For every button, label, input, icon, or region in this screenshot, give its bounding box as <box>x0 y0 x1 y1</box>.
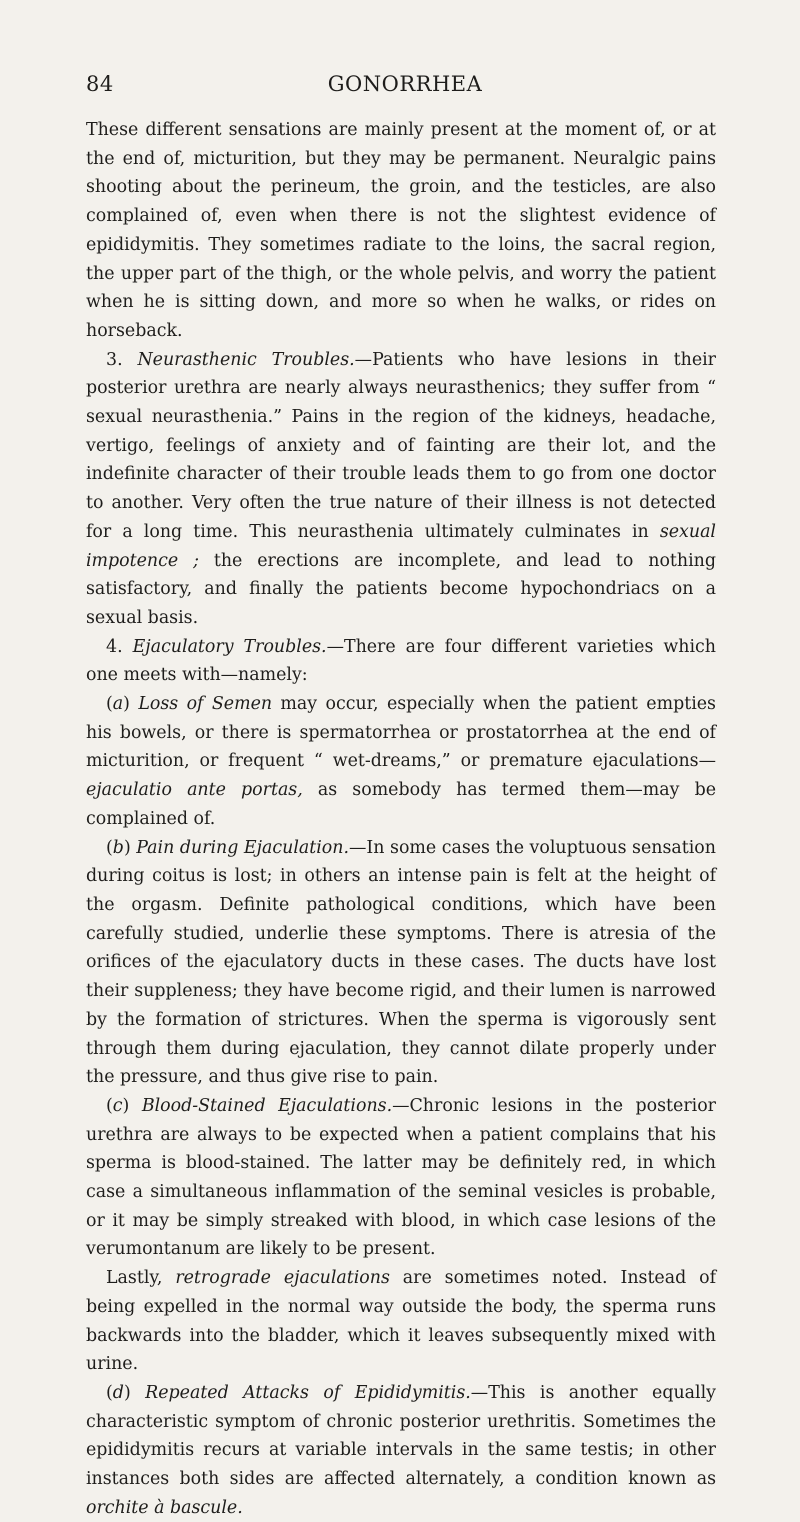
paragraph <box>86 1092 716 1264</box>
italic-text: c <box>112 1095 123 1116</box>
paragraph <box>86 834 716 1092</box>
text-run: —This is another equally characteristic symptom of chronic posterior urethritis. Sometimes the epididymitis recurs at variable intervals in the same testis; in other instances both sides are affected alternately, a condition known as <box>86 1382 716 1490</box>
text-run: may occur, especially when the patient empties his bowels, or there is spermatorrhea or prostatorrhea at the end of micturition, or frequent “ wet-dreams,” or premature ejaculations— <box>86 694 716 772</box>
italic-text: Ejaculatory Troubles. <box>132 636 327 657</box>
italic-text: b <box>112 837 124 858</box>
text-run: ( <box>106 1095 113 1116</box>
text-run: —Patients who have lesions in their posterior urethra are nearly always neurasthenics; they suffer from “ sexual neurasthenia.” Pains in the region of the kidneys, headache, vertigo, feelings of anxiety and of fainting are their lot, and the indefinite character of their trouble leads them to go from one doctor to another. Very often the true nature of their illness is not detected for a long time. This neurasthenia ultimately culminates in <box>86 349 716 542</box>
page-number: 84 <box>86 72 114 96</box>
italic-text: Pain during Ejaculation. <box>136 837 350 858</box>
text-run: ) <box>123 1382 146 1403</box>
text-run: These different sensations are mainly present at the moment of, or at the end of, micturition, but they may be permanent. Neuralgic pains shooting about the perineum, the groin, and the testicles, are also complained of, even when there is not the slightest evidence of epididymitis. They sometimes radiate to the loins, the sacral region, the upper part of the thigh, or the whole pelvis, and worry the patient when he is sitting down, and more so when he walks, or rides on horseback. <box>86 120 716 341</box>
italic-text: d <box>112 1382 124 1403</box>
text-run: ( <box>106 1382 113 1403</box>
text-run: —In some cases the voluptuous sensation during coitus is lost; in others an intense pain is felt at the height of the orgasm. Definite pathological conditions, which have been carefully studied, underlie these symptoms. There is atresia of the orifices of the ejaculatory ducts in these cases. The ducts have lost their suppleness; they have become rigid, and their lumen is narrowed by the formation of strictures. When the sperma is vigorously sent through them during ejaculation, they cannot dilate properly under the pressure, and thus give rise to pain. <box>86 837 716 1088</box>
paragraph <box>86 116 716 346</box>
italic-text: orchite à bascule. <box>86 1497 243 1518</box>
text-run: Lastly, <box>106 1268 176 1289</box>
italic-text: Blood-Stained Ejaculations. <box>141 1095 393 1116</box>
text-run: as somebody has termed them—may be complained of. <box>86 780 716 829</box>
italic-text: retrograde ejaculations <box>175 1268 390 1289</box>
text-run: are sometimes noted. Instead of being expelled in the normal way outside the body, the sperma runs backwards into the bladder, which it leaves subsequently mixed with urine. <box>86 1268 717 1375</box>
paragraph <box>86 633 716 690</box>
text-run: —Chronic lesions in the posterior urethra are always to be expected when a patient complains that his sperma is blood-stained. The latter may be definitely red, in which case a simultaneous inflammation of the seminal vesicles is probable, or it may be simply streaked with blood, in which case lesions of the verumontanum are likely to be present. <box>86 1095 716 1260</box>
text-run: ) <box>122 1095 142 1116</box>
paragraph <box>86 1379 716 1522</box>
paragraph <box>86 690 716 834</box>
paragraph <box>86 346 716 633</box>
running-title: GONORRHEA <box>327 72 483 96</box>
paragraph <box>86 1264 716 1379</box>
text-run: the erections are incomplete, and lead to nothing satisfactory, and finally the patients become hypochondriacs on a sexual basis. <box>86 550 717 628</box>
running-header <box>86 72 724 102</box>
text-run: ) <box>123 694 139 715</box>
italic-text: sexual impotence ; <box>86 521 716 571</box>
text-run: 4. <box>106 636 133 657</box>
italic-text: Repeated Attacks of Epididymitis. <box>145 1382 471 1403</box>
text-run: 3. <box>106 349 138 370</box>
text-run: ( <box>106 694 113 715</box>
text-run: ( <box>106 837 113 858</box>
italic-text: ejaculatio ante portas, <box>86 780 303 801</box>
italic-text: a <box>112 694 124 715</box>
body-text <box>86 116 716 1522</box>
text-run: —There are four different varieties which one meets with—namely: <box>86 636 716 686</box>
italic-text: Loss of Semen <box>138 694 273 715</box>
text-run: ) <box>123 837 137 858</box>
italic-text: Neurasthenic Troubles. <box>137 349 355 370</box>
